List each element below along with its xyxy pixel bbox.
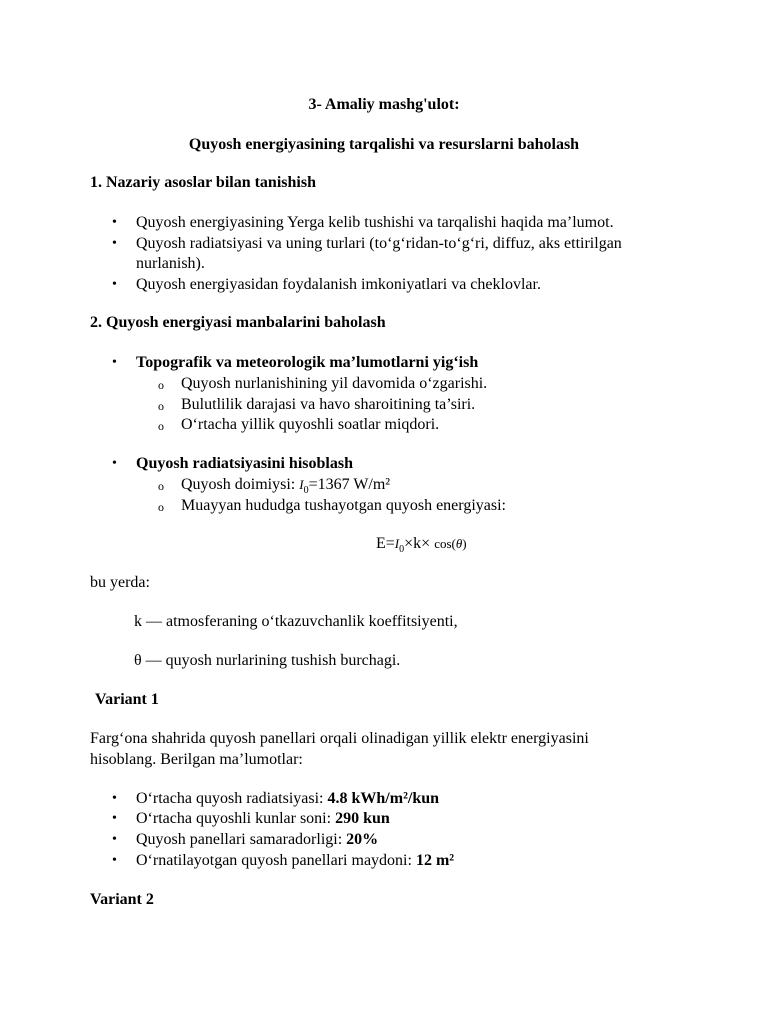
group1-item-2: Bulutlilik darajasi va havo sharoitining ta’siri. bbox=[181, 396, 476, 413]
group2-title: Quyosh radiatsiyasini hisoblash bbox=[136, 455, 353, 472]
item-label: O‘rnatilayotgan quyosh panellari maydoni: bbox=[136, 852, 416, 869]
item-value: 12 m² bbox=[415, 852, 455, 869]
item-value: 290 kun bbox=[335, 810, 390, 827]
definition-theta: θ — quyosh nurlarining tushish burchagi. bbox=[134, 652, 401, 669]
bullet: • bbox=[112, 277, 117, 292]
group1-item-3: O‘rtacha yillik quyoshli soatlar miqdori. bbox=[181, 416, 440, 433]
section1-item-2-cont: nurlanish). bbox=[136, 255, 205, 272]
section1-heading: 1. Nazariy asoslar bilan tanishish bbox=[90, 174, 316, 191]
group2-item-1 bbox=[181, 475, 390, 495]
variant1-item-2 bbox=[136, 809, 390, 829]
variant1-text-line1: Farg‘ona shahrida quyosh panellari orqali olinadigan yillik elektr energiyasini bbox=[90, 730, 589, 747]
item-label: O‘rtacha quyosh radiatsiyasi: bbox=[136, 790, 328, 807]
sub-bullet: o bbox=[158, 419, 164, 433]
sub-bullet: o bbox=[158, 479, 164, 493]
definition-k: k — atmosferaning o‘tkazuvchanlik koeffitsiyenti, bbox=[134, 613, 458, 630]
formula-i: I bbox=[394, 536, 400, 551]
bullet: • bbox=[112, 236, 117, 251]
const-value: =1367 W/m² bbox=[308, 476, 391, 493]
section1-item-3: Quyosh energiyasidan foydalanish imkoniyatlari va cheklovlar. bbox=[136, 276, 541, 293]
bullet: • bbox=[112, 355, 117, 370]
variant1-item-1 bbox=[136, 789, 439, 809]
bullet: • bbox=[112, 811, 117, 826]
group2-item-2: Muayyan hududga tushayotgan quyosh energiyasi: bbox=[181, 497, 506, 514]
variant1-heading: Variant 1 bbox=[95, 691, 159, 708]
formula-mid: ×k× bbox=[404, 535, 435, 552]
const-label: Quyosh doimiysi: bbox=[181, 476, 300, 493]
bullet: • bbox=[112, 853, 117, 868]
sub-bullet: o bbox=[158, 378, 164, 392]
const-symbol: I bbox=[299, 477, 304, 492]
formula bbox=[376, 534, 467, 554]
formula-lhs: E= bbox=[376, 535, 395, 552]
variant1-item-3 bbox=[136, 830, 378, 850]
section1-item-1: Quyosh energiyasining Yerga kelib tushishi va tarqalishi haqida ma’lumot. bbox=[136, 214, 614, 231]
item-value: 4.8 kWh/m²/kun bbox=[327, 790, 440, 807]
formula-arg-open: ( bbox=[451, 536, 456, 551]
item-label: O‘rtacha quyoshli kunlar soni: bbox=[136, 810, 336, 827]
const-subscript: 0 bbox=[303, 485, 309, 497]
variant1-item-4 bbox=[136, 851, 454, 871]
formula-arg-close: ) bbox=[462, 536, 467, 551]
group1-item-1: Quyosh nurlanishining yil davomida o‘zgarishi. bbox=[181, 375, 488, 392]
bullet: • bbox=[112, 215, 117, 230]
bullet: • bbox=[112, 832, 117, 847]
sub-bullet: o bbox=[158, 500, 164, 514]
section2-heading: 2. Quyosh energiyasi manbalarini baholash bbox=[90, 314, 386, 331]
variant1-text-line2: hisoblang. Berilgan ma’lumotlar: bbox=[90, 751, 303, 768]
formula-i-sub: 0 bbox=[399, 544, 405, 556]
variant2-heading: Variant 2 bbox=[90, 891, 154, 908]
bullet: • bbox=[112, 456, 117, 471]
sub-bullet: o bbox=[158, 399, 164, 413]
page-subtitle: Quyosh energiyasining tarqalishi va resurslarni baholash bbox=[188, 136, 580, 153]
item-label: Quyosh panellari samaradorligi: bbox=[136, 831, 347, 848]
item-value: 20% bbox=[346, 831, 379, 848]
section1-item-2: Quyosh radiatsiyasi va uning turlari (to‘g‘ridan-to‘g‘ri, diffuz, aks ettirilgan bbox=[136, 235, 622, 252]
formula-cos: cos bbox=[434, 536, 452, 551]
page-title: 3- Amaliy mashg'ulot: bbox=[308, 96, 460, 113]
group1-title: Topografik va meteorologik ma’lumotlarni yig‘ish bbox=[136, 354, 479, 371]
bullet: • bbox=[112, 791, 117, 806]
where-label: bu yerda: bbox=[90, 574, 150, 591]
formula-theta: θ bbox=[455, 536, 463, 551]
